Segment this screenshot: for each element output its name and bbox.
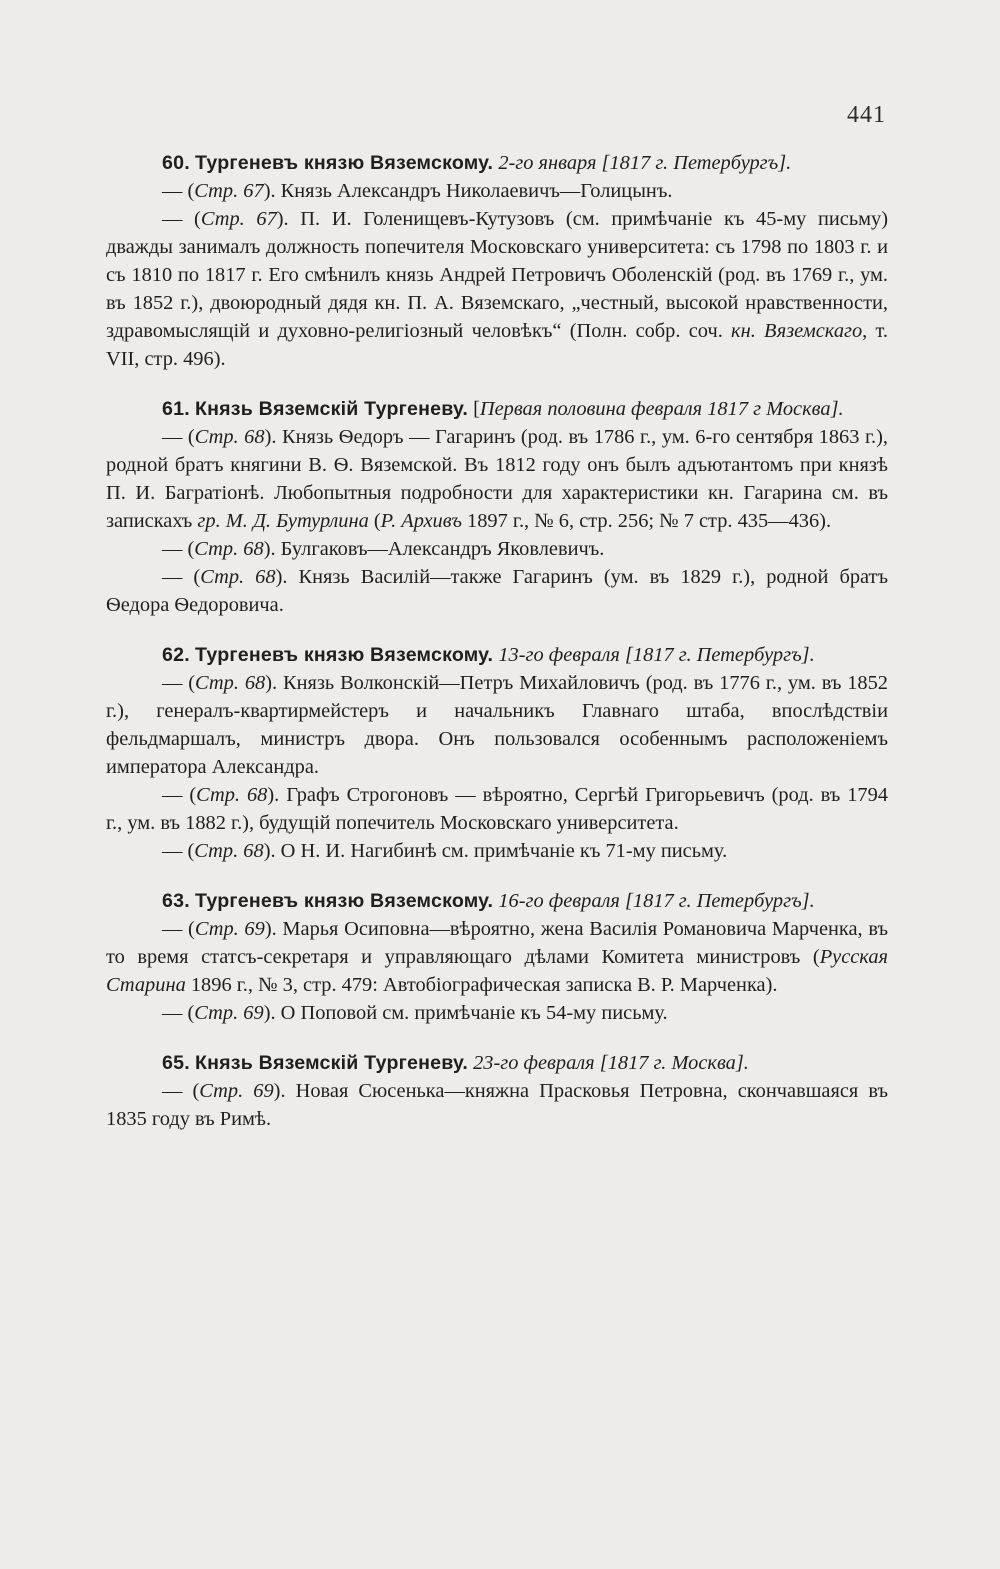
entry-number: 61. xyxy=(162,398,190,420)
note-paragraph xyxy=(106,423,888,535)
note-text: ). Марья Осиповна—вѣроятно, жена Василія Романовича Марченка, въ то время статсъ-секретаря и управляющаго дѣлами Комитета министровъ ( xyxy=(106,918,888,968)
note-dash: — ( xyxy=(162,672,196,694)
italic-citation: Русская Старина xyxy=(106,946,888,996)
entry-date: 16-го февраля xyxy=(498,890,620,912)
page-reference: Стр. 68 xyxy=(194,840,264,862)
note-paragraph xyxy=(106,1077,888,1133)
entry-date: 2-го января xyxy=(498,152,597,174)
note-text: ). Графъ Строгоновъ — вѣроятно, Сергѣй Григорьевичъ (род. въ 1794 г., ум. въ 1882 г.), будущій попечитель Московскаго университета. xyxy=(106,784,889,834)
page-reference: Стр. 68 xyxy=(200,566,276,588)
entry-title: Тургеневъ князю Вяземскому. xyxy=(194,644,494,666)
page-reference: Стр. 68 xyxy=(194,426,265,448)
page-reference: Стр. 69 xyxy=(194,918,265,940)
entry-date-tail: [1817 г. Москва]. xyxy=(594,1052,749,1074)
note-paragraph xyxy=(106,669,888,781)
letter-entry xyxy=(106,1049,888,1133)
entry-date: Первая половина февраля 1817 г Москва xyxy=(479,398,831,420)
note-dash: — ( xyxy=(162,1002,195,1024)
note-dash: — ( xyxy=(162,208,201,230)
note-text: ( xyxy=(368,510,381,532)
note-paragraph xyxy=(106,563,888,619)
entry-title: Князь Вяземскій Тургеневу. xyxy=(194,398,468,420)
entry-date: 13-го февраля xyxy=(498,644,620,666)
note-text: ). Князь Александръ Николаевичъ—Голицынъ. xyxy=(263,180,673,202)
note-paragraph xyxy=(106,177,888,205)
letter-entry xyxy=(106,149,888,373)
note-dash: — ( xyxy=(162,840,195,862)
entry-date-tail: [1817 г. Петербургъ]. xyxy=(596,152,792,174)
note-dash: — ( xyxy=(162,918,195,940)
entry-heading xyxy=(106,887,888,915)
note-text: ). П. И. Голенищевъ-Кутузовъ (см. примѣчаніе къ 45-му письму) дважды занималъ должность попечителя Московскаго университета: съ 1798 по 1803 г. и съ 1810 по 1817 г. Его смѣнилъ князь Андрей Петровичъ Оболенскій (род. въ 1769 г., ум. въ 1852 г.), двоюродный дядя кн. П. А. Вяземскаго, „честный, высокой нравственности, здравомыслящій и духовно-религіозный человѣкъ“ (Полн. собр. соч. xyxy=(106,208,889,342)
note-text: ). Князь Волконскій—Петръ Михайловичъ (род. въ 1776 г., ум. въ 1852 г.), генералъ-квартирмейстеръ и начальникъ Главнаго штаба, впослѣдствіи фельдмаршалъ, министръ двора. Онъ пользовался особеннымъ расположеніемъ императора Александра. xyxy=(106,672,889,778)
entry-number: 60. xyxy=(162,152,190,174)
entry-date: 23-го февраля xyxy=(473,1052,595,1074)
italic-citation: Р. Архивъ xyxy=(380,510,462,532)
note-text: ). Князь Василій—также Гагаринъ (ум. въ 1829 г.), родной братъ Ѳедора Ѳедоровича. xyxy=(106,566,888,616)
note-dash: — ( xyxy=(162,538,195,560)
note-paragraph xyxy=(106,837,888,865)
note-text: ). Князь Ѳедоръ — Гагаринъ (род. въ 1786 г., ум. 6-го сентября 1863 г.), родной братъ княгини В. Ѳ. Вяземской. Въ 1812 году онъ былъ адъютантомъ при князѣ П. И. Багратіонѣ. Любопытныя подробности для характеристики кн. Гагарина см. въ запискахъ xyxy=(106,426,888,532)
note-text: 1897 г., № 6, стр. 256; № 7 стр. 435—436). xyxy=(461,510,832,532)
page-reference: Стр. 68 xyxy=(194,538,264,560)
note-dash: — ( xyxy=(162,180,195,202)
note-paragraph xyxy=(106,535,888,563)
note-text: 1896 г., № 3, стр. 479: Автобіографическая записка В. Р. Марченка). xyxy=(185,974,778,996)
note-text: ). О Н. И. Нагибинѣ см. примѣчаніе къ 71-му письму. xyxy=(263,840,728,862)
page-reference: Стр. 69 xyxy=(199,1080,274,1102)
entry-title: Князь Вяземскій Тургеневу. xyxy=(194,1052,468,1074)
italic-citation: гр. М. Д. Бутурлина xyxy=(197,510,369,532)
letter-entry xyxy=(106,395,888,619)
entry-date-tail: ]. xyxy=(830,398,844,420)
entry-title: Тургеневъ князю Вяземскому. xyxy=(194,890,494,912)
note-text: ). Новая Сюсенька—княжна Прасковья Петровна, скончавшаяся въ 1835 году въ Римѣ. xyxy=(106,1080,888,1130)
note-paragraph xyxy=(106,915,888,999)
entry-number: 62. xyxy=(162,644,190,666)
note-text: ). Булгаковъ—Александръ Яковлевичъ. xyxy=(263,538,605,560)
note-dash: — ( xyxy=(162,566,201,588)
entry-date-tail: [1817 г. Петербургъ]. xyxy=(619,644,815,666)
page-number: 441 xyxy=(847,102,886,128)
page-content xyxy=(106,149,888,1155)
note-dash: — ( xyxy=(162,1080,200,1102)
entry-heading xyxy=(106,641,888,669)
page-reference: Стр. 67 xyxy=(200,208,277,230)
entry-heading xyxy=(106,1049,888,1077)
page-reference: Стр. 67 xyxy=(194,180,264,202)
note-paragraph xyxy=(106,781,888,837)
page-reference: Стр. 68 xyxy=(195,672,266,694)
entry-heading xyxy=(106,395,888,423)
note-text: , т. VII, стр. 496). xyxy=(106,320,888,370)
entry-title: Тургеневъ князю Вяземскому. xyxy=(194,152,494,174)
italic-citation: кн. Вяземскаго xyxy=(731,320,863,342)
note-text: ). О Поповой см. примѣчаніе къ 54-му письму. xyxy=(263,1002,668,1024)
letter-entry xyxy=(106,887,888,1027)
entry-number: 65. xyxy=(162,1052,190,1074)
note-paragraph xyxy=(106,205,888,373)
entry-heading xyxy=(106,149,888,177)
entry-number: 63. xyxy=(162,890,190,912)
letter-entry xyxy=(106,641,888,865)
note-dash: — ( xyxy=(162,426,195,448)
page-reference: Стр. 69 xyxy=(194,1002,264,1024)
note-dash: — ( xyxy=(162,784,197,806)
page-reference: Стр. 68 xyxy=(196,784,268,806)
entry-date-tail: [1817 г. Петербургъ]. xyxy=(619,890,815,912)
entry-date-prefix: [ xyxy=(467,398,480,420)
note-paragraph xyxy=(106,999,888,1027)
